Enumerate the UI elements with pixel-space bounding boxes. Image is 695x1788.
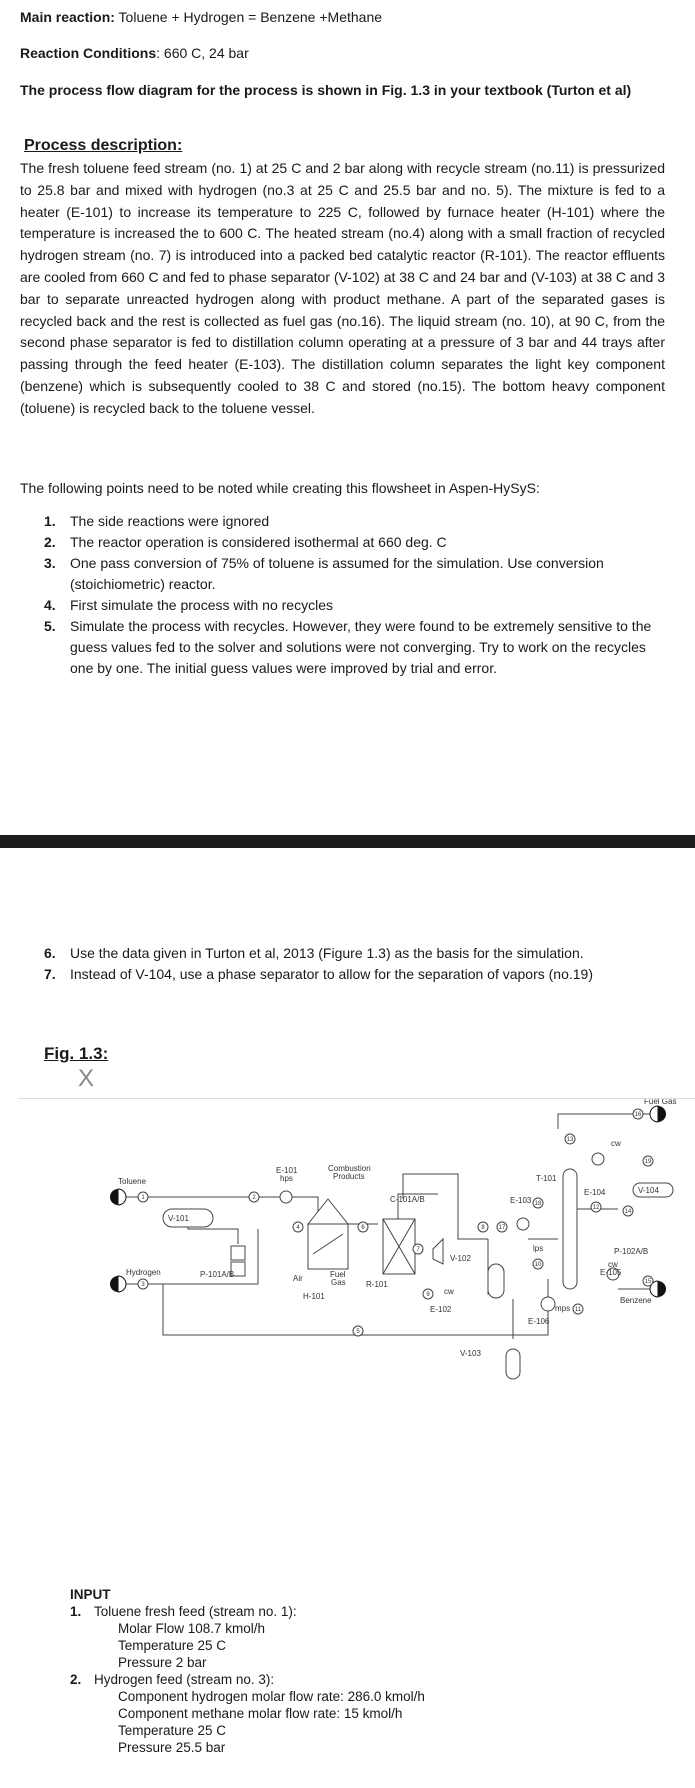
note-item: 6. Use the data given in Turton et al, 2013 (Figure 1.3) as the basis for the simulation. <box>44 945 584 961</box>
close-icon[interactable]: X <box>78 1065 95 1092</box>
svg-text:4: 4 <box>296 1225 300 1231</box>
v102-vessel <box>488 1264 504 1298</box>
svg-text:mps: mps <box>555 1304 571 1313</box>
feed-line: Temperature 25 C <box>118 1638 227 1653</box>
svg-text:P-102A/B: P-102A/B <box>614 1247 649 1256</box>
stream-18 <box>533 1198 543 1208</box>
stream-6 <box>358 1222 368 1232</box>
stream-9 <box>423 1289 433 1299</box>
e106-exchanger <box>541 1297 555 1311</box>
svg-text:V-101: V-101 <box>168 1214 189 1223</box>
svg-text:E-103: E-103 <box>510 1196 532 1205</box>
stream-19 <box>643 1156 653 1166</box>
feed-line: Component hydrogen molar flow rate: 286.0 kmol/h <box>118 1689 425 1704</box>
process-heading: Process description: <box>24 137 183 154</box>
stream-16 <box>633 1109 643 1119</box>
e103-exchanger <box>517 1218 529 1230</box>
stream-4 <box>293 1222 303 1232</box>
svg-text:E-104: E-104 <box>584 1188 606 1197</box>
svg-text:V-103: V-103 <box>460 1349 481 1358</box>
notes-list-continued <box>44 943 662 985</box>
feed-item: 2. Hydrogen feed (stream no. 3): <box>70 1672 275 1687</box>
main-reaction-line <box>20 8 677 26</box>
svg-text:E-106: E-106 <box>528 1317 550 1326</box>
svg-text:15: 15 <box>644 1279 652 1285</box>
svg-text:E-105: E-105 <box>600 1268 622 1277</box>
svg-text:16: 16 <box>634 1112 642 1118</box>
feed-line: Molar Flow 108.7 kmol/h <box>118 1621 266 1636</box>
svg-text:5: 5 <box>356 1329 360 1335</box>
svg-text:cw: cw <box>444 1287 454 1296</box>
notes-intro: The following points need to be noted while creating this flowsheet in Aspen-HySyS: <box>20 480 540 496</box>
svg-text:13: 13 <box>566 1137 574 1143</box>
h101-furnace <box>308 1199 348 1224</box>
stream-13 <box>565 1134 575 1144</box>
note-item: 2. The reactor operation is considered isothermal at 660 deg. C <box>44 534 447 550</box>
pfd-svg <box>18 1099 695 1529</box>
reactor-out-line <box>403 1174 488 1239</box>
stream-5 <box>353 1326 363 1336</box>
svg-text:C-101A/B: C-101A/B <box>390 1195 425 1204</box>
document-page-1 <box>0 0 695 830</box>
stream-7 <box>413 1244 423 1254</box>
stream-15 <box>643 1276 653 1286</box>
process-description: The fresh toluene feed stream (no. 1) at 25 C and 2 bar along with recycle stream (no.11) is pressurized to 25.8 bar and mixed with hydrogen (no.3 at 25 C and 25.5 bar and no. 5). The mixture is fed to a heater (E-101) to increase its temperature to 225 C, followed by furnace heater (H-101) where the temperature is increased the to 600 C. The heated stream (no.4) along with a small fraction of recycled hydrogen stream (no. 7) is introduced into a packed bed catalytic reactor (R-101). The reactor effluents are cooled from 660 C and fed to phase separator (V-102) at 38 C and 24 bar and (V-103) at 38 C and 3 bar to separate unreacted hydrogen along with product methane. A part of the separated gases is recycled back and the rest is collected as fuel gas (no.16). The liquid stream (no. 10), at 90 C, from the second phase separator is fed to distillation column operating at a pressure of 3 bar and 44 trays after passing through the feed heater (E-103). The distillation column separates the light key component (benzene) which is subsequently cooled to 38 C and stored (no.15). The bottom heavy component (toluene) is recycled back to the toluene vessel. <box>20 160 665 416</box>
svg-text:hps: hps <box>280 1174 293 1183</box>
note-item: 4. First simulate the process with no recycles <box>44 597 333 613</box>
svg-text:14: 14 <box>624 1209 632 1215</box>
feed-line: Temperature 25 C <box>118 1723 227 1738</box>
conditions-text: : 660 C, 24 bar <box>156 45 249 61</box>
svg-text:Products: Products <box>333 1172 365 1181</box>
main-reaction-text: Toluene + Hydrogen = Benzene +Methane <box>114 9 383 25</box>
svg-text:7: 7 <box>416 1247 420 1253</box>
stream-10 <box>533 1259 543 1269</box>
note-item: 3. One pass conversion of 75% of toluene is assumed for the simulation. Use conversion (stoichiometric) reactor. <box>44 555 604 592</box>
svg-text:11: 11 <box>574 1307 582 1313</box>
stream-1 <box>138 1192 148 1202</box>
h101-box <box>308 1224 348 1269</box>
note-item: 5. Simulate the process with recycles. However, they were found to be extremely sensitive to the guess values fed to the solver and solutions were not converging. Try to work on the recycles one by one. The initial guess values were improved by trial and error. <box>44 618 652 676</box>
svg-text:17: 17 <box>498 1225 506 1231</box>
svg-text:lps: lps <box>533 1244 544 1253</box>
svg-text:V-104: V-104 <box>638 1186 659 1195</box>
svg-text:9: 9 <box>426 1292 430 1298</box>
svg-text:2: 2 <box>252 1195 256 1201</box>
svg-text:12: 12 <box>592 1205 600 1211</box>
conditions-label: Reaction Conditions <box>20 45 157 61</box>
e101-exchanger <box>280 1191 292 1203</box>
conditions-line <box>20 44 677 62</box>
svg-text:V-102: V-102 <box>450 1254 471 1263</box>
svg-text:Combustion: Combustion <box>328 1164 371 1173</box>
svg-text:1: 1 <box>141 1195 145 1201</box>
feed-line: Component methane molar flow rate: 15 kmol/h <box>118 1706 403 1721</box>
e104-exchanger <box>592 1153 604 1165</box>
v103-vessel <box>506 1349 520 1379</box>
feed-line: Pressure 2 bar <box>118 1655 207 1670</box>
svg-text:18: 18 <box>534 1201 542 1207</box>
svg-text:Hydrogen: Hydrogen <box>126 1268 161 1277</box>
stream-3 <box>138 1279 148 1289</box>
stream-2 <box>249 1192 259 1202</box>
svg-text:Fuel: Fuel <box>330 1270 346 1279</box>
svg-text:3: 3 <box>141 1282 145 1288</box>
stream-14 <box>623 1206 633 1216</box>
svg-text:Air: Air <box>293 1274 303 1283</box>
svg-text:H-101: H-101 <box>303 1292 325 1301</box>
input-section <box>70 1586 425 1756</box>
notes-list <box>44 511 662 679</box>
t101-column <box>563 1169 577 1289</box>
svg-text:E-102: E-102 <box>430 1305 452 1314</box>
note-item: 1. The side reactions were ignored <box>44 513 270 529</box>
svg-text:P-101A/B: P-101A/B <box>200 1270 235 1279</box>
svg-text:cw: cw <box>608 1260 618 1269</box>
c101-compressor <box>433 1239 443 1264</box>
svg-text:Toluene: Toluene <box>118 1177 147 1186</box>
stream-11 <box>573 1304 583 1314</box>
stream-8 <box>478 1222 488 1232</box>
svg-text:10: 10 <box>534 1262 542 1268</box>
stream-17 <box>497 1222 507 1232</box>
svg-text:6: 6 <box>361 1225 365 1231</box>
stream-12 <box>591 1202 601 1212</box>
svg-text:Fuel Gas: Fuel Gas <box>644 1099 677 1106</box>
note-item: 7. Instead of V-104, use a phase separator to allow for the separation of vapors (no.19) <box>44 966 593 982</box>
input-heading: INPUT <box>70 1587 111 1602</box>
svg-text:R-101: R-101 <box>366 1280 388 1289</box>
svg-text:Benzene: Benzene <box>620 1296 652 1305</box>
svg-text:Gas: Gas <box>331 1278 346 1287</box>
svg-text:T-101: T-101 <box>536 1174 557 1183</box>
svg-text:8: 8 <box>481 1225 485 1231</box>
svg-text:19: 19 <box>644 1159 652 1165</box>
figure-heading: Fig. 1.3: <box>44 1044 109 1063</box>
main-reaction-label: Main reaction: <box>20 9 115 25</box>
svg-text:cw: cw <box>611 1139 621 1148</box>
feed-line: Pressure 25.5 bar <box>118 1740 226 1755</box>
process-flow-diagram <box>18 1098 695 1529</box>
p101-pump <box>231 1246 245 1260</box>
feed-item: 1. Toluene fresh feed (stream no. 1): <box>70 1604 297 1619</box>
page-divider <box>0 835 695 848</box>
svg-text:E-101: E-101 <box>276 1166 298 1175</box>
pfd-note: The process flow diagram for the process is shown in Fig. 1.3 in your textbook (Turton et al) <box>20 82 632 98</box>
